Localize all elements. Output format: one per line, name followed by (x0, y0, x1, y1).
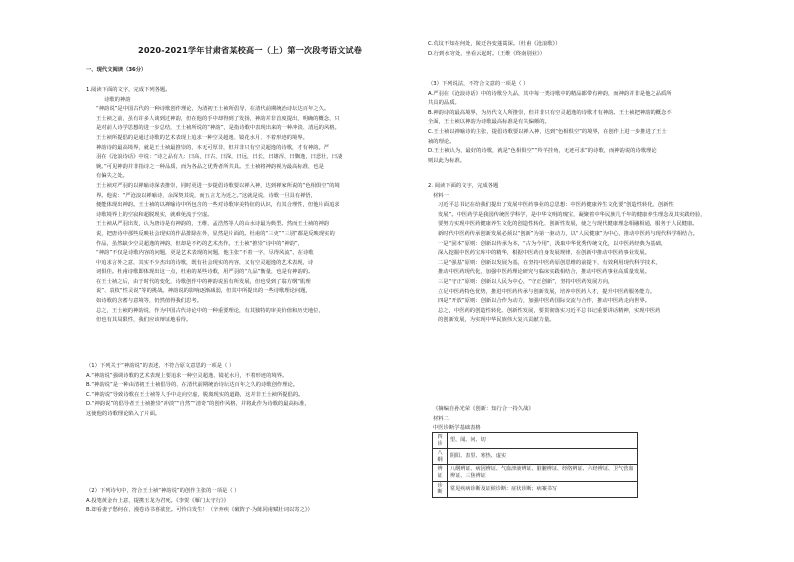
article-line: 词俱佳。杜甫诗歌即体现出这一点，杜甫的某些诗歌，用严羽的“九品”衡量，也是有神韵的。 (96, 269, 314, 276)
left-column (86, 0, 414, 562)
material-line: 深入挖掘中医药宝库中的精华，根据中医药自身发展规律，在创新中推动中医药事业发展。 (438, 250, 650, 257)
section-heading: 一、现代文阅读（36分） (86, 67, 147, 73)
article-line: 神韵诗的最高境界，就是王士祯最推崇的，本无可厚非，但并非只有空灵超逸的诗歌，才有神韵。严 (96, 144, 330, 151)
material-two-header (428, 405, 768, 434)
article-line: 王士祯所提倡的是通过诗歌的艺术表现上追求一种空灵超逸、镜花水月、不着形迹的境界。 (96, 134, 308, 141)
sub3-option-line: C.王士祯以禅喻诗的主张，提倡诗歌要以禅入神，达到“色相俱空”的境界，在创作上进一步推进了王士 (428, 128, 667, 135)
article-body (86, 105, 414, 326)
material-line: 习近平总书记在给我们提出了发展中医药事业的总思想：中医药健康养生文化要“创造性转化、创新性 (438, 202, 674, 209)
article-line: “神韵”不仅是诗歌内容的问题，更是艺术表现的问题，他主张“不着一字，尽得风流”，在诗歌 (96, 250, 314, 257)
material-line: 一是“固本”原则：创新以传承为本，“古为今用”，汲取中华优秀传统文化，以中医药经典为基础， (438, 240, 667, 247)
table-row-header: 辨证 (433, 465, 448, 481)
q1-sub3 (428, 80, 768, 166)
table-cell: 常见疾病诊断及证候诊断：症状诊断；病案书写 (448, 481, 638, 497)
article-line: 如诗歌的含蓄与意境等，仍然值得我们思考。 (96, 298, 202, 305)
material-line: 新时代中医药传承创新发展必须以“创新”为第一驱动力，以“人民健康”为中心，推动中医药与现代科学相结合。 (438, 230, 698, 237)
material-one-source: 《摘编自孙光荣《创新：知行合一持久战》 (433, 406, 534, 412)
article-line: 说”、袁枚“性灵说”等的挑战。神韵说的影响逐渐减弱，但其中所提出的一些诗歌理论问题， (96, 288, 311, 295)
sub2-option: B.却看妻子愁何在，漫卷诗书喜欲狂。可怜白发生！（辛弃疾《破阵子·为陈同甫赋壮词以寄之》） (86, 507, 313, 514)
exam-title: 2020-2021学年甘肃省某校高一（上）第一次段考语文试卷 (138, 45, 362, 55)
sub2-stem: （2）下列诗句中，符合王士祯“神韵说”的创作主张的一项是（ ） (86, 488, 240, 494)
table-row (433, 465, 638, 481)
material-line: 四是“开放”原则：创新以合作为动力，加强中医药国际交流与合作，推动中医药走向世界。 (438, 298, 651, 305)
sub3-option-line: A.严羽在《沧浪诗话》中的诗歌分九品，其中每一类诗歌中的精品都带有神韵，而神韵并非是他之品质所 (428, 90, 672, 97)
article-line: 界。他说：“严沧浪以禅喻诗，余深契其说，而五言尤为近之。”这就是说，诗歌一旦具有禅悟， (96, 192, 317, 199)
right-column (428, 0, 768, 562)
article-line: 是对前人诗学思想的进一步总结，王士祯所说的“神韵”，是指诗歌中表现出来的一种冲淡、清远的风格。 (96, 125, 340, 132)
sub1-option: B.“神韵说”是一种由清初王士祯倡导的、在清代前期统治诗坛达百年之久的诗歌创作理论。 (86, 382, 299, 389)
article-line: 王士祯之前，虽有许多人谈到过神韵，但在他的手中却得到了发扬，神韵并非首度提出，明确的概念，只 (96, 115, 340, 122)
table-row (433, 481, 638, 497)
sub3-stem: （3）下列说法，不符合文意的一项是（ ） (428, 81, 529, 87)
article-line: 王士祯对严羽的以禅喻诗深表推崇，同时更进一步提倡诗歌要以禅入神，达到禅家所说的“色相俱空”的境 (96, 182, 340, 189)
sub3-option-line: D.王士祯认为，最好的诗歌，就是“色相俱空”“羚羊挂角，无迹可求”的诗歌，而神韵说的诗歌理论 (428, 148, 657, 155)
article-line: 中追求言外之意，其实不少杰出的诗歌，既有社会现实的内容，又有空灵超逸的艺术表现，诗 (96, 259, 314, 266)
article-line: 但也有其局限性，我们应该辩证地看待。 (96, 317, 192, 324)
material-line: 二是“强基”原则：创新以发展为基，在坚持中医药原创思维的前提下，有效利用现代科学技术， (438, 259, 661, 266)
sub3-option-line: B.神韵诗的最高境界，为历代文人所推崇，但并非只有空灵超逸的诗歌才有神韵。王士祯把神韵的概念不 (428, 109, 672, 116)
sub1-extra: 这使他的诗歌理论陷入了片面。 (86, 410, 161, 417)
q1-sub1 (86, 362, 414, 420)
table-row-header: 八纲 (433, 449, 448, 465)
sub1-option: A.“神韵说”强调诗歌的艺术表现上要追求一种空灵超逸、镜花水月，不着形迹的境界。 (86, 372, 288, 379)
sub3-option-line: 全面，王士祯以神韵为诗歌最高标准是有失偏颇的。 (428, 119, 550, 126)
q1-sub2 (86, 487, 414, 516)
table-caption: 中医诊断学基础表格 (433, 425, 481, 432)
sub2-continued (428, 40, 768, 59)
material-line: 三是“守正”原则：创新以人民为中心，“守正创新”，坚持中医药发展方向， (438, 278, 614, 285)
article-line: 王士祯从严羽出发，认为唐诗是有神韵的，王维、孟浩然等人的山水诗最为典型。然而王士祯的神韵 (96, 221, 330, 228)
sub2-option: A.投笔黄金台上意，提携玉龙为君死。《李贺《雁门太守行》》 (86, 497, 229, 504)
material-line: 立足中医药特色优势，推进中医药传承与创新发展，培养中医药人才，提升中医药服务能力。 (438, 288, 656, 295)
diagnosis-table (432, 432, 638, 498)
table-cell: 望、闻、问、切 (448, 433, 638, 449)
article-title: 诗歌的神韵 (104, 96, 131, 103)
article-line: 婉。”可见神韵并非指诗之一种品质，而为各品之优秀者所共具。王士祯将神韵视为最高标准，也是 (96, 163, 324, 170)
article-line: 便能体现出神韵。王士祯的以禅喻诗中所包含的一些对诗歌审美特征的认识，有其合理性，但他片面追求 (96, 202, 340, 209)
sub3-options (428, 90, 768, 167)
sub2-option-d: D.行到水穷处，坐看云起时。（王维《终南别业》） (428, 50, 545, 57)
sub2-options (86, 497, 414, 516)
question-2 (428, 182, 768, 326)
material-two-label: 材料二 (433, 415, 449, 422)
sub3-option-line: 祯的理论。 (428, 138, 455, 145)
table-row (433, 449, 638, 465)
table-cell: 八纲辨证、病因辨证、气血津液辨证、脏腑辨证、经络辨证、六经辨证、卫气营血辨证、三焦辨证 (448, 465, 638, 481)
table-row-header: 四诊 (433, 433, 448, 449)
material-line: 总之，中医药的创造性转化、创新性发展，要贯彻落实习近平总书记重要讲话精神，实现中医药 (438, 307, 661, 314)
material-line: 推动中医药现代化，加强中医药理论研究与临床实践相结合，推动中医药事业高质量发展。 (438, 269, 650, 276)
material-line: 要努力实现中医药健康养生文化的创造性转化、创新性发展，使之与现代健康理念相融相通，服务于人民健康。 (438, 221, 698, 228)
sub3-option-line: 共具的品质。 (428, 100, 460, 107)
table-cell: 阴阳、表里、寒热、虚实 (448, 449, 638, 465)
article-line: 作品，虽然缺少空灵超逸的神韵，但却是不朽的艺术杰作。王士祯“推崇”诗中的“神韵”， (96, 240, 303, 247)
q2-intro: 2. 阅读下面的文字，完成各题 (428, 183, 499, 189)
article-line: 有偏失之处。 (96, 173, 128, 180)
q1-intro: 1.阅读下面的文字，完成下列各题。 (86, 87, 171, 93)
table-row-header: 诊断 (433, 481, 448, 497)
section-one (86, 66, 414, 76)
sub1-stem: （1）下列关于“神韵说”的表述，不符合原文意思的一项是（ ） (86, 363, 235, 369)
article-line: 总之，王士祯的神韵说，作为中国古代诗论中的一种重要理论，有其独特的审美价值和历史地位， (96, 307, 324, 314)
sub1-options (86, 372, 414, 410)
sub1-option: C.“神韵说”导致诗歌在王士祯等人手中走向空虚，脱离现实的道路，这并非王士祯所提倡的。 (86, 391, 304, 398)
material-line: 的创新发展，为实现中华民族伟大复兴贡献力量。 (438, 317, 555, 324)
sub2-option-c: C.荒坟不知在何处，陵迁谷变蓬蒿深。（杜甫《沧浪歌》） (428, 41, 561, 47)
table-row (433, 433, 638, 449)
question-1 (86, 86, 414, 326)
sub1-option: D.“神韵说”的倡导者王士祯推崇“冲淡”“自然”“清奇”的创作风格，并将此作为诗歌的最高标准， (86, 401, 310, 408)
article-line: “神韵说”是中国古代的一种诗歌创作理论，为清初王士祯所倡导，在清代前期统治诗坛达百年之久。 (96, 106, 330, 113)
material-one-body (428, 201, 768, 326)
article-line: 说，把唐诗中那些反映社会现实的作品排除在外，显然是片面的。杜甫的“三吏”“三别”都是反映现实的 (96, 230, 335, 237)
article-line: 羽在《沧浪诗话》中说：“诗之品有九：曰高，曰古，曰深，曰远，曰长，曰雄浑，曰飘逸，曰悲壮，曰凄 (96, 154, 343, 161)
sub3-option-line: 则以此为标准。 (428, 157, 466, 164)
material-one-label: 材料一 (433, 192, 449, 199)
article-line: 在王士祯之后，由于时代的变化，诗歌创作中的神韵说虽有所发展，但也受到了翁方纲“肌理 (96, 278, 311, 285)
article-line: 诗歌境界上的空寂和超脱现实，就难免流于空虚。 (96, 211, 213, 218)
material-line: 发展”。中医药学是我国传统医学科学，是中华文明的瑰宝，凝聚着中华民族几千年的健康养生理念及其实践经验， (438, 211, 706, 218)
